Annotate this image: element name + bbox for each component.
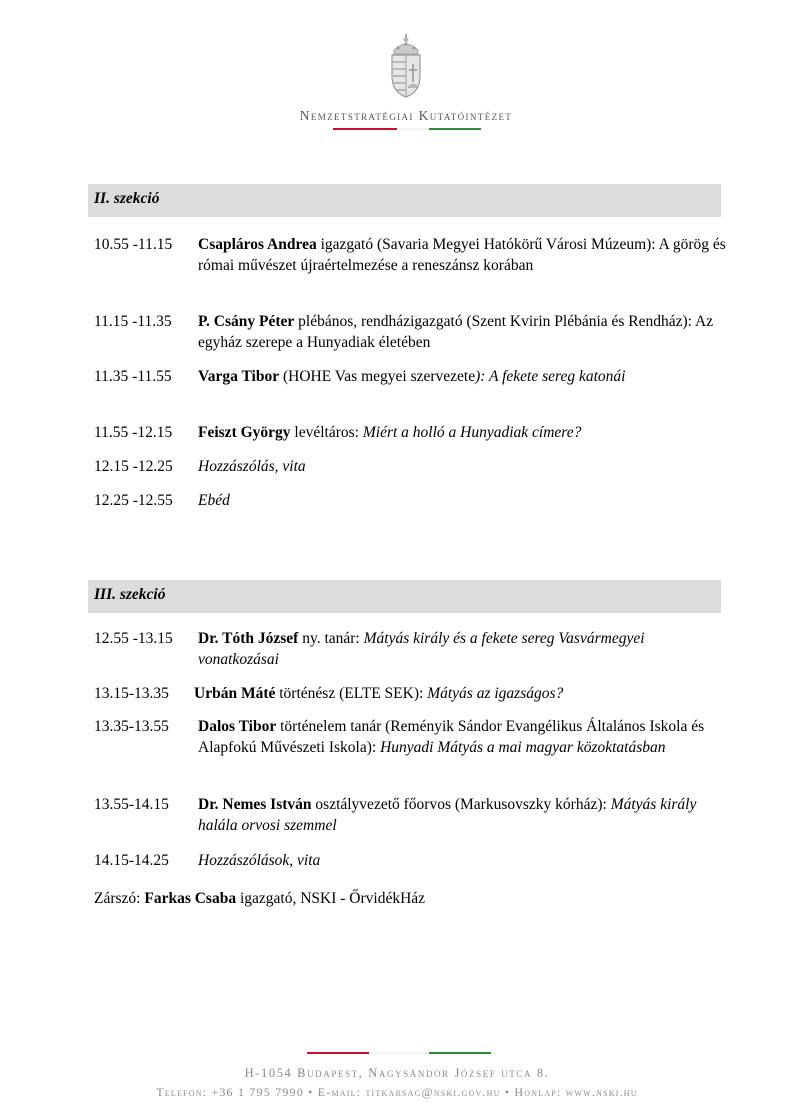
talk-title: Mátyás király és a fekete sereg Vasvármegyei vonatkozásai (198, 630, 645, 668)
speaker-role: osztályvezető főorvos (Markusovszky kórház): (311, 796, 611, 813)
item-time: 12.55 -13.15 (94, 630, 173, 647)
talk-title: Mátyás király halála orvosi szemmel (198, 796, 697, 834)
speaker-name: Dalos Tibor (198, 718, 277, 735)
speaker-name: Feiszt György (198, 424, 291, 441)
closing-remarks (94, 888, 724, 909)
item-time: 14.15-14.25 (94, 852, 169, 869)
speaker-name: Varga Tibor (198, 368, 280, 385)
section-2-title: II. szekció (94, 190, 160, 207)
discussion-label: Hozzászólás, vita (198, 458, 306, 475)
speaker-name: Farkas Csaba (144, 890, 237, 907)
talk-title: Miért a holló a Hunyadiak címere? (362, 424, 582, 441)
organization-name: Nemzetstratégiai Kutatóintézet (299, 108, 513, 123)
lunch-label: Ebéd (198, 492, 230, 509)
speaker-role: plébános, rendházigazgató (Szent Kvirin Plébánia és Rendház): (294, 313, 696, 330)
speaker-role: ny. tanár: (298, 630, 364, 647)
talk-title: Hunyadi Mátyás a mai magyar közoktatásban (380, 739, 666, 756)
item-time: 13.35-13.55 (94, 718, 169, 735)
item-time: 12.25 -12.55 (94, 492, 173, 509)
hungarian-coat-of-arms-icon (386, 34, 426, 98)
item-time: 11.15 -11.35 (94, 313, 172, 330)
item-time: 10.55 -11.15 (94, 236, 173, 253)
speaker-name: Csapláros Andrea (198, 236, 317, 253)
talk-title: ): A fekete sereg katonái (475, 368, 626, 385)
speaker-name: Dr. Tóth József (198, 630, 299, 647)
tricolor-red-line (333, 128, 397, 130)
closing-label: Zárszó: (94, 890, 145, 907)
speaker-role: (HOHE Vas megyei szervezete (279, 368, 476, 385)
speaker-role: igazgató (Savaria Megyei Hatókörű Városi Múzeum): (316, 236, 659, 253)
item-time: 11.35 -11.55 (94, 368, 172, 385)
speaker-name: Urbán Máté (194, 685, 276, 702)
item-time: 13.15-13.35 (94, 685, 169, 702)
speaker-role: történelem tanár (Reményik Sándor Evangélikus Általános Iskola és Alapfokú Művészeti Iskola): (198, 718, 705, 756)
talk-title: Mátyás az igazságos? (427, 685, 564, 702)
section-3-header (88, 580, 721, 613)
item-time: 12.15 -12.25 (94, 458, 173, 475)
speaker-name: Dr. Nemes István (198, 796, 312, 813)
speaker-role: igazgató, NSKI - ŐrvidékHáz (236, 890, 426, 907)
speaker-name: P. Csány Péter (198, 313, 295, 330)
tricolor-green-line (429, 128, 481, 130)
speaker-role: levéltáros: (290, 424, 363, 441)
footer-tricolor-red-line (307, 1052, 369, 1054)
footer-address: H-1054 Budapest, Nagysándor József utca 8. (244, 1066, 550, 1080)
discussion-label: Hozzászólások, vita (198, 852, 321, 869)
talk-title: A görög és római művészet újraértelmezése a reneszánsz korában (198, 236, 726, 274)
footer-tricolor-green-line (429, 1052, 491, 1054)
footer-contact: Telefon: +36 1 795 7990 • E-mail: titkarsag@nski.gov.hu • Honlap: www.nski.hu (156, 1085, 638, 1099)
item-time: 13.55-14.15 (94, 796, 169, 813)
item-time: 11.55 -12.15 (94, 424, 173, 441)
talk-title: Az egyház szerepe a Hunyadiak életében (198, 313, 714, 351)
tricolor-white-line (397, 128, 429, 130)
speaker-role: történész (ELTE SEK): (275, 685, 428, 702)
footer-tricolor-white-line (369, 1052, 429, 1054)
section-2-header (88, 184, 721, 217)
section-3-title: III. szekció (94, 586, 166, 603)
